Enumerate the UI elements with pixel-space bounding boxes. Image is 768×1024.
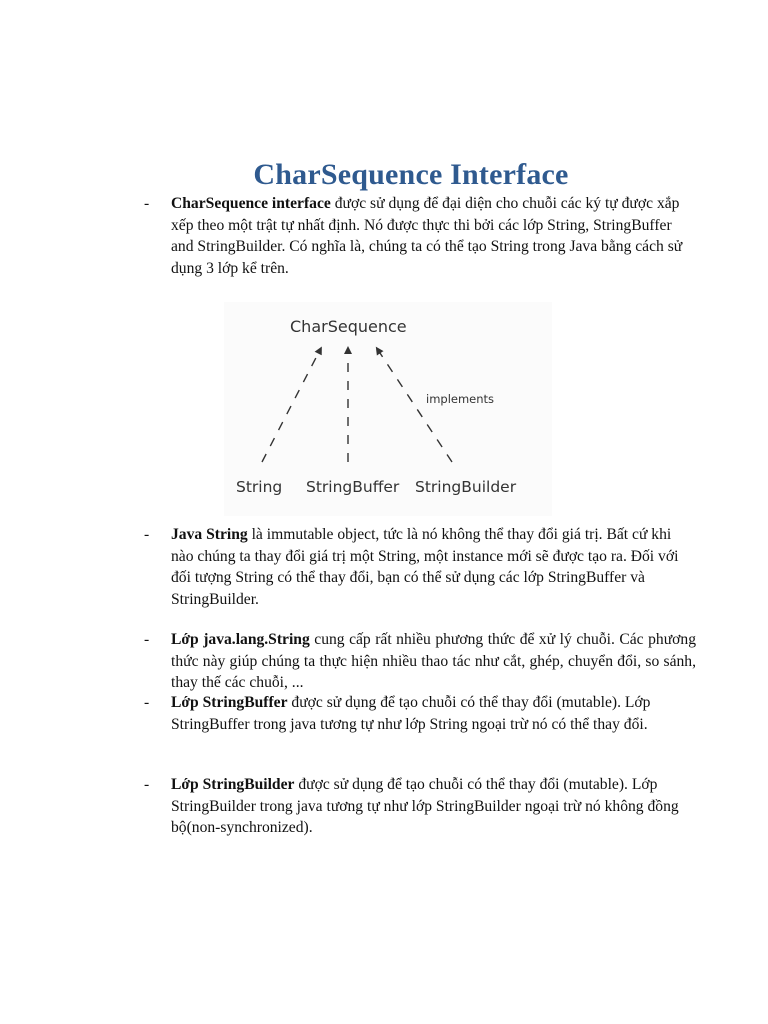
bullet-charsequence: [144, 193, 696, 279]
bullet-body: được sử dụng để đại diện cho chuỗi các ký tự được xắp xếp theo một trật tự nhất định. Nó được thực thi bởi các lớp String, StringBuffer and StringBuilder. Có nghĩa là, chúng ta có thể tạo String trong Java bằng cách sử dụng 3 lớp kể trên.: [171, 195, 683, 277]
bullet-java-string: [144, 524, 696, 610]
class-hierarchy-diagram: [224, 302, 552, 516]
bullet-stringbuffer: [144, 692, 696, 735]
bullet-marker: -: [144, 195, 150, 212]
diagram-child-stringbuffer: StringBuffer: [306, 478, 400, 496]
bullet-marker: -: [144, 776, 150, 793]
bullet-term: Lớp StringBuffer: [171, 694, 288, 711]
bullet-term: Java String: [171, 526, 248, 543]
bullet-text: [171, 692, 696, 735]
page-title: CharSequence Interface: [253, 158, 569, 191]
diagram-svg: [224, 302, 552, 516]
diagram-child-stringbuilder: StringBuilder: [415, 478, 517, 496]
bullet-body: được sử dụng để tạo chuỗi có thể thay đổi (mutable). Lớp StringBuilder trong java tương tự như lớp StringBuilder ngoại trừ nó không đồng bộ(non-synchronized).: [171, 776, 679, 836]
bullet-term: Lớp StringBuilder: [171, 776, 295, 793]
stringbuilder-arrow: [378, 350, 452, 462]
bullet-marker: -: [144, 694, 150, 711]
bullet-body: được sử dụng để tạo chuỗi có thể thay đổi (mutable). Lớp StringBuffer trong java tương tự như lớp String ngoại trừ nó có thể thay đổi.: [171, 694, 651, 733]
diagram-child-string: String: [236, 478, 283, 496]
bullet-marker: -: [144, 631, 150, 648]
bullet-marker: -: [144, 526, 150, 543]
bullet-java-lang-string: [144, 629, 696, 694]
bullet-text: [171, 524, 696, 610]
bullet-stringbuilder: [144, 774, 696, 839]
bullet-term: CharSequence interface: [171, 195, 331, 212]
bullet-body: là immutable object, tức là nó không thể thay đổi giá trị. Bất cứ khi nào chúng ta thay đổi giá trị một String, một instance mới sẽ được tạo ra. Đối với đối tượng String có thể thay đổi, bạn có thể sử dụng các lớp StringBuffer và StringBuilder.: [171, 526, 679, 608]
bullet-text: [171, 774, 696, 839]
diagram-parent-label: CharSequence: [290, 317, 407, 336]
bullet-text: [171, 193, 696, 279]
bullet-body: cung cấp rất nhiều phương thức để xử lý chuỗi. Các phương thức này giúp chúng ta thực hiện nhiều thao tác như cắt, ghép, chuyển đổi, so sánh, thay thế các chuỗi, ...: [171, 631, 696, 691]
implements-label: implements: [426, 392, 495, 406]
bullet-text: [171, 629, 696, 694]
string-arrow: [262, 350, 320, 462]
bullet-term: Lớp java.lang.String: [171, 631, 310, 648]
